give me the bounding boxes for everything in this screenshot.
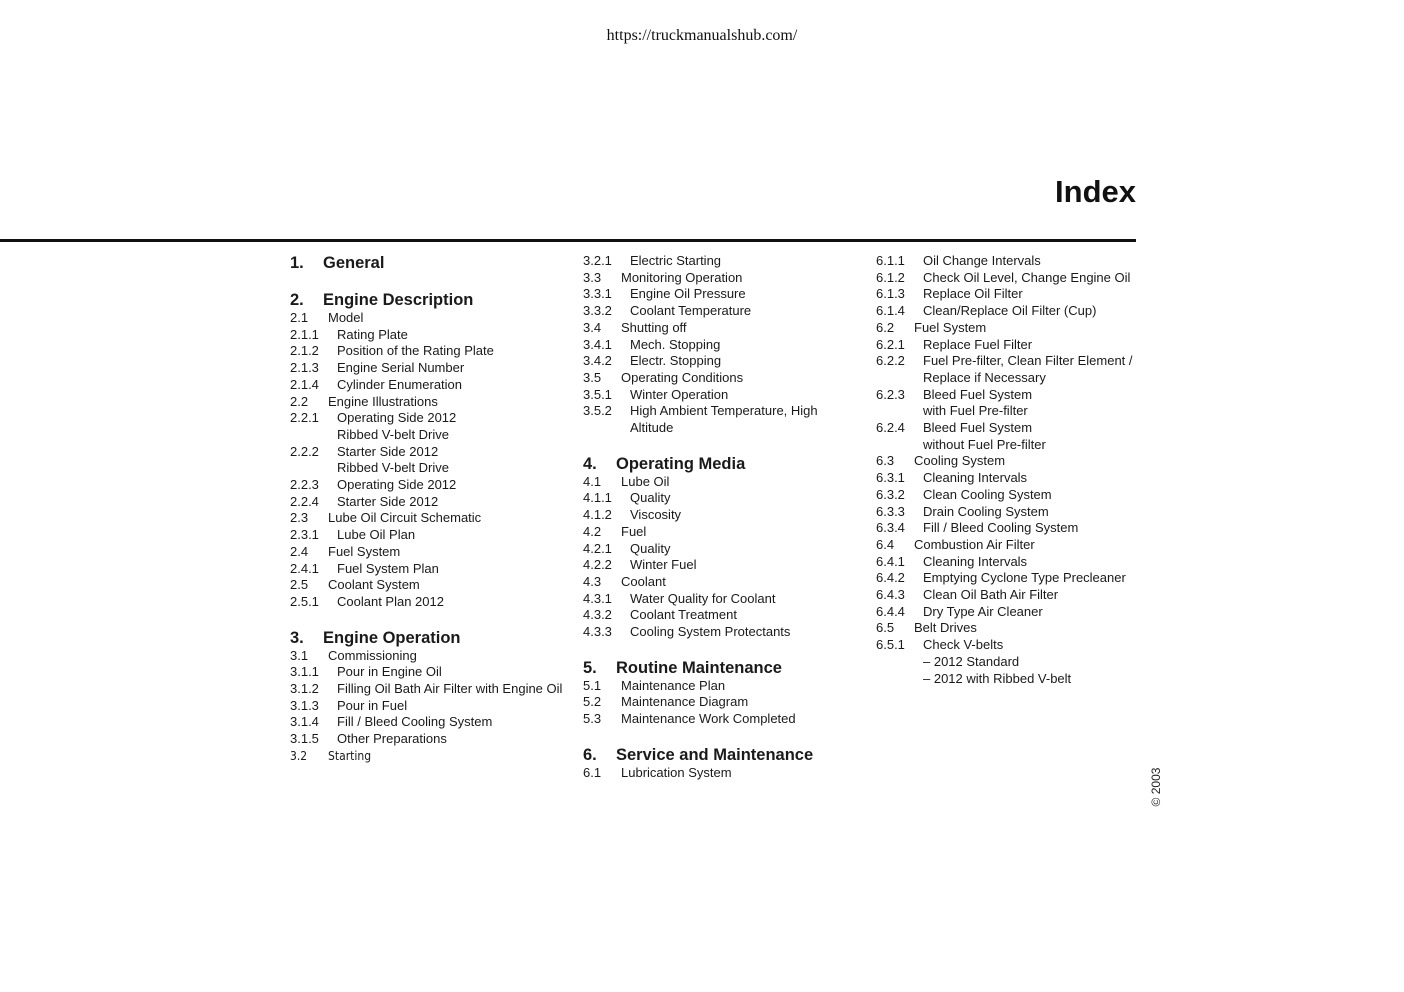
section-title: Filling Oil Bath Air Filter with Engine Oil [337,681,563,697]
section-title: Maintenance Plan [621,677,726,693]
section-title: Operating Side 2012 [337,410,457,426]
section-number: 3.4 [583,319,602,335]
index-entry[interactable] [583,574,858,591]
section-number: 4.2.1 [583,540,612,556]
section-number: 5.2 [583,694,602,710]
section-title: Operating Side 2012 [337,477,457,493]
index-entry[interactable] [290,510,565,527]
section-title: Cylinder Enumeration [337,376,463,392]
index-chapter-heading[interactable] [290,290,565,310]
section-number: 2.1.3 [290,360,319,376]
index-entry[interactable] [290,427,565,444]
section-title: Pour in Engine Oil [337,664,442,680]
index-entry[interactable] [876,286,1146,303]
section-number: 4.2 [583,523,602,539]
section-title: Fill / Bleed Cooling System [923,520,1079,536]
section-number: 6.3.2 [876,486,905,502]
section-number: 3.5.1 [583,386,612,402]
section-number: 6.4.2 [876,570,905,586]
section-title: Clean/Replace Oil Filter (Cup) [923,303,1097,319]
index-entry[interactable] [583,403,858,436]
section-number: 6.4.1 [876,553,905,569]
index-entry[interactable] [876,554,1146,571]
section-title: Coolant Plan 2012 [337,593,444,609]
section-title: Coolant [621,573,666,589]
section-number: 3.1 [290,647,309,663]
section-title: Fuel System Plan [337,560,439,576]
section-number: 6.1.4 [876,303,905,319]
section-title: Replace Fuel Filter [923,336,1033,352]
section-number: 6.2.4 [876,420,905,436]
section-title: Maintenance Work Completed [621,711,796,727]
index-entry[interactable] [876,337,1146,354]
section-title: Clean Cooling System [923,486,1052,502]
index-entry[interactable] [876,520,1146,537]
index-entry[interactable] [290,460,565,477]
section-title: Viscosity [630,507,682,523]
section-number: 6.2.3 [876,386,905,402]
index-entry[interactable] [876,453,1146,470]
index-entry[interactable] [583,353,858,370]
index-entry[interactable] [290,698,565,715]
index-entry[interactable] [290,327,565,344]
section-title: Combustion Air Filter [914,536,1035,552]
section-title: Operating Media [616,454,746,473]
index-entry[interactable] [583,370,858,387]
title-divider [0,239,1136,242]
index-entry[interactable] [876,420,1146,437]
section-number: 3.1.3 [290,697,319,713]
section-number: 2. [290,291,304,309]
section-title: Position of the Rating Plate [337,343,494,359]
section-number: 2.2 [290,393,309,409]
section-title: Maintenance Diagram [621,694,749,710]
index-entry[interactable] [583,490,858,507]
index-entry[interactable] [876,570,1146,587]
index-chapter-heading[interactable] [583,454,858,474]
section-number: 5.3 [583,711,602,727]
section-title: – 2012 with Ribbed V-belt [923,670,1072,686]
section-number: 4.1 [583,473,602,489]
section-title: with Fuel Pre-filter [923,403,1028,419]
section-title: Commissioning [328,647,417,663]
section-title: Coolant System [328,577,420,593]
index-chapter-heading[interactable] [583,658,858,678]
section-title: Oil Change Intervals [923,253,1041,268]
section-title: Pour in Fuel [337,697,408,713]
section-title: Lubrication System [621,764,732,780]
index-entry[interactable] [583,694,858,711]
section-title: Mech. Stopping [630,336,721,352]
index-entry[interactable] [876,403,1146,420]
index-entry[interactable] [876,353,1146,386]
index-entry[interactable] [876,654,1146,671]
section-number: 3.2 [290,748,308,763]
section-title: Ribbed V-belt Drive [337,460,449,476]
index-entry[interactable] [290,494,565,511]
section-number: 3.4.1 [583,336,612,352]
section-number: 3.1.5 [290,731,319,747]
section-number: 3.3 [583,269,602,285]
index-entry[interactable] [876,587,1146,604]
section-title: Ribbed V-belt Drive [337,426,449,442]
section-number: 2.1 [290,310,309,325]
section-title: Drain Cooling System [923,503,1049,519]
index-entry[interactable] [583,303,858,320]
section-title: General [323,254,385,272]
section-number: 4.3.2 [583,607,612,623]
section-number: 6.1.2 [876,269,905,285]
index-entry[interactable] [583,286,858,303]
section-title: Replace Oil Filter [923,286,1023,302]
section-number: 3.1.1 [290,664,319,680]
section-title: Engine Operation [323,628,461,647]
section-number: 4.1.2 [583,507,612,523]
index-entry[interactable] [583,387,858,404]
section-title: Cleaning Intervals [923,553,1028,569]
index-entry[interactable] [583,320,858,337]
index-column-1 [290,253,565,765]
index-entry[interactable] [583,270,858,287]
section-title: Fill / Bleed Cooling System [337,714,493,730]
section-number: 6.4.3 [876,587,905,603]
section-title: Quality [630,540,671,556]
section-number: 6.2.2 [876,353,905,369]
section-number: 6.1.1 [876,253,905,268]
index-entry[interactable] [876,320,1146,337]
index-entry[interactable] [876,387,1146,404]
index-entry[interactable] [876,537,1146,554]
section-number: 3.3.2 [583,303,612,319]
section-title: Lube Oil Circuit Schematic [328,510,482,526]
section-number: 2.2.3 [290,477,319,493]
section-number: 5.1 [583,677,602,693]
section-title: Cooling System Protectants [630,624,791,640]
index-column-2 [583,253,858,782]
index-entry[interactable] [876,620,1146,637]
section-number: 2.2.4 [290,493,319,509]
section-number: 4. [583,454,597,473]
section-number: 3. [290,628,304,647]
section-number: 6.2.1 [876,336,905,352]
index-entry[interactable] [583,624,858,641]
section-title: – 2012 Standard [923,653,1020,669]
section-title: Fuel System [914,319,987,335]
section-number: 2.4 [290,543,309,559]
index-entry[interactable] [583,557,858,574]
section-number: 6.3 [876,453,895,469]
section-number: 6. [583,745,597,764]
section-number: 2.1.1 [290,326,319,342]
index-entry[interactable] [876,270,1146,287]
index-entry[interactable] [876,637,1146,654]
section-number: 2.1.2 [290,343,319,359]
index-entry[interactable] [583,507,858,524]
index-entry[interactable] [290,527,565,544]
section-number: 6.1 [583,764,602,780]
section-number: 6.2 [876,319,895,335]
section-title: Starter Side 2012 [337,443,439,459]
section-title: Check Oil Level, Change Engine Oil [923,269,1131,285]
section-title: High Ambient Temperature, High Altitude [630,403,818,436]
index-entry[interactable] [583,524,858,541]
index-entry[interactable] [290,410,565,427]
section-number: 4.3 [583,573,602,589]
index-entry[interactable] [583,541,858,558]
index-entry[interactable] [290,343,565,360]
section-title: Emptying Cyclone Type Precleaner [923,570,1126,586]
section-number: 6.3.4 [876,520,905,536]
section-number: 4.3.1 [583,590,612,606]
index-entry[interactable] [583,337,858,354]
section-number: 2.3.1 [290,527,319,543]
section-title: Dry Type Air Cleaner [923,603,1043,619]
section-title: Fuel System [328,543,401,559]
section-title: Engine Illustrations [328,393,438,409]
index-entry[interactable] [290,748,565,765]
index-entry[interactable] [583,711,858,728]
copyright-notice: © 2003 [1149,767,1163,807]
index-entry[interactable] [876,253,1146,270]
index-entry[interactable] [876,470,1146,487]
section-title: Electric Starting [630,253,722,268]
section-number: 3.4.2 [583,353,612,369]
section-number: 6.4.4 [876,603,905,619]
section-number: 3.5 [583,369,602,385]
section-title: Coolant Treatment [630,607,737,623]
section-number: 3.1.4 [290,714,319,730]
section-title: Winter Fuel [630,557,697,573]
section-title: Engine Oil Pressure [630,286,746,302]
section-number: 2.5 [290,577,309,593]
index-entry[interactable] [583,591,858,608]
section-title: Quality [630,490,671,506]
section-title: Starter Side 2012 [337,493,439,509]
section-title: Service and Maintenance [616,745,814,764]
section-number: 5. [583,658,597,677]
section-title: Rating Plate [337,326,408,342]
index-entry[interactable] [290,714,565,731]
section-title: Cleaning Intervals [923,470,1028,486]
section-title: Model [328,310,364,325]
index-entry[interactable] [290,731,565,748]
index-entry[interactable] [290,664,565,681]
section-number: 3.2.1 [583,253,612,268]
index-entry[interactable] [583,474,858,491]
index-entry[interactable] [583,765,858,782]
section-number: 6.4 [876,536,895,552]
section-title: Belt Drives [914,620,977,636]
section-title: Fuel [621,523,647,539]
index-chapter-heading[interactable] [290,628,565,648]
section-title: Lube Oil Plan [337,527,416,543]
index-entry[interactable] [583,678,858,695]
index-entry[interactable] [876,437,1146,454]
section-title: Other Preparations [337,731,447,747]
section-number: 6.3.1 [876,470,905,486]
section-number: 3.3.1 [583,286,612,302]
index-chapter-heading[interactable] [290,253,565,273]
index-column-3 [876,253,1146,687]
section-number: 3.1.2 [290,681,319,697]
index-entry[interactable] [290,444,565,461]
index-entry[interactable] [876,504,1146,521]
section-title: Check V-belts [923,637,1004,653]
index-entry[interactable] [876,604,1146,621]
section-title: without Fuel Pre-filter [923,436,1046,452]
index-entry[interactable] [290,648,565,665]
section-title: Bleed Fuel System [923,420,1033,436]
section-title: Operating Conditions [621,369,744,385]
section-title: Water Quality for Coolant [630,590,776,606]
section-title: Clean Oil Bath Air Filter [923,587,1059,603]
index-chapter-heading[interactable] [583,745,858,765]
index-entry[interactable] [583,253,858,270]
section-number: 6.3.3 [876,503,905,519]
section-title: Cooling System [914,453,1006,469]
index-entry[interactable] [290,594,565,611]
section-number: 3.5.2 [583,403,612,419]
section-title: Bleed Fuel System [923,386,1033,402]
source-url: https://truckmanualshub.com/ [606,27,798,44]
section-number: 4.3.3 [583,624,612,640]
section-title: Electr. Stopping [630,353,722,369]
index-entry[interactable] [876,671,1146,688]
section-number: 6.5.1 [876,637,905,653]
section-number: 4.1.1 [583,490,612,506]
index-entry[interactable] [290,394,565,411]
section-number: 2.5.1 [290,593,319,609]
section-number: 2.1.4 [290,376,319,392]
section-title: Coolant Temperature [630,303,752,319]
index-entry[interactable] [290,544,565,561]
section-number: 4.2.2 [583,557,612,573]
index-entry[interactable] [583,607,858,624]
section-number: 2.3 [290,510,309,526]
section-number: 6.1.3 [876,286,905,302]
index-entry[interactable] [290,477,565,494]
section-title: Fuel Pre-filter, Clean Filter Element / Replace if Necessary [923,353,1133,385]
section-title: Engine Serial Number [337,360,465,376]
section-number: 2.4.1 [290,560,319,576]
section-number: 2.2.1 [290,410,319,426]
section-title: Routine Maintenance [616,658,782,677]
section-title: Shutting off [621,319,687,335]
index-entry[interactable] [290,561,565,578]
section-title: Starting [328,748,372,763]
section-number: 2.2.2 [290,443,319,459]
section-title: Engine Description [323,291,474,309]
section-title: Monitoring Operation [621,269,743,285]
section-number: 1. [290,254,304,272]
section-title: Winter Operation [630,386,729,402]
index-entry[interactable] [876,487,1146,504]
index-entry[interactable] [290,360,565,377]
index-entry[interactable] [290,681,565,698]
index-entry[interactable] [876,303,1146,320]
section-number: 6.5 [876,620,895,636]
section-title: Lube Oil [621,473,670,489]
index-entry[interactable] [290,310,565,327]
index-entry[interactable] [290,577,565,594]
index-entry[interactable] [290,377,565,394]
page-title: Index [1055,174,1136,209]
